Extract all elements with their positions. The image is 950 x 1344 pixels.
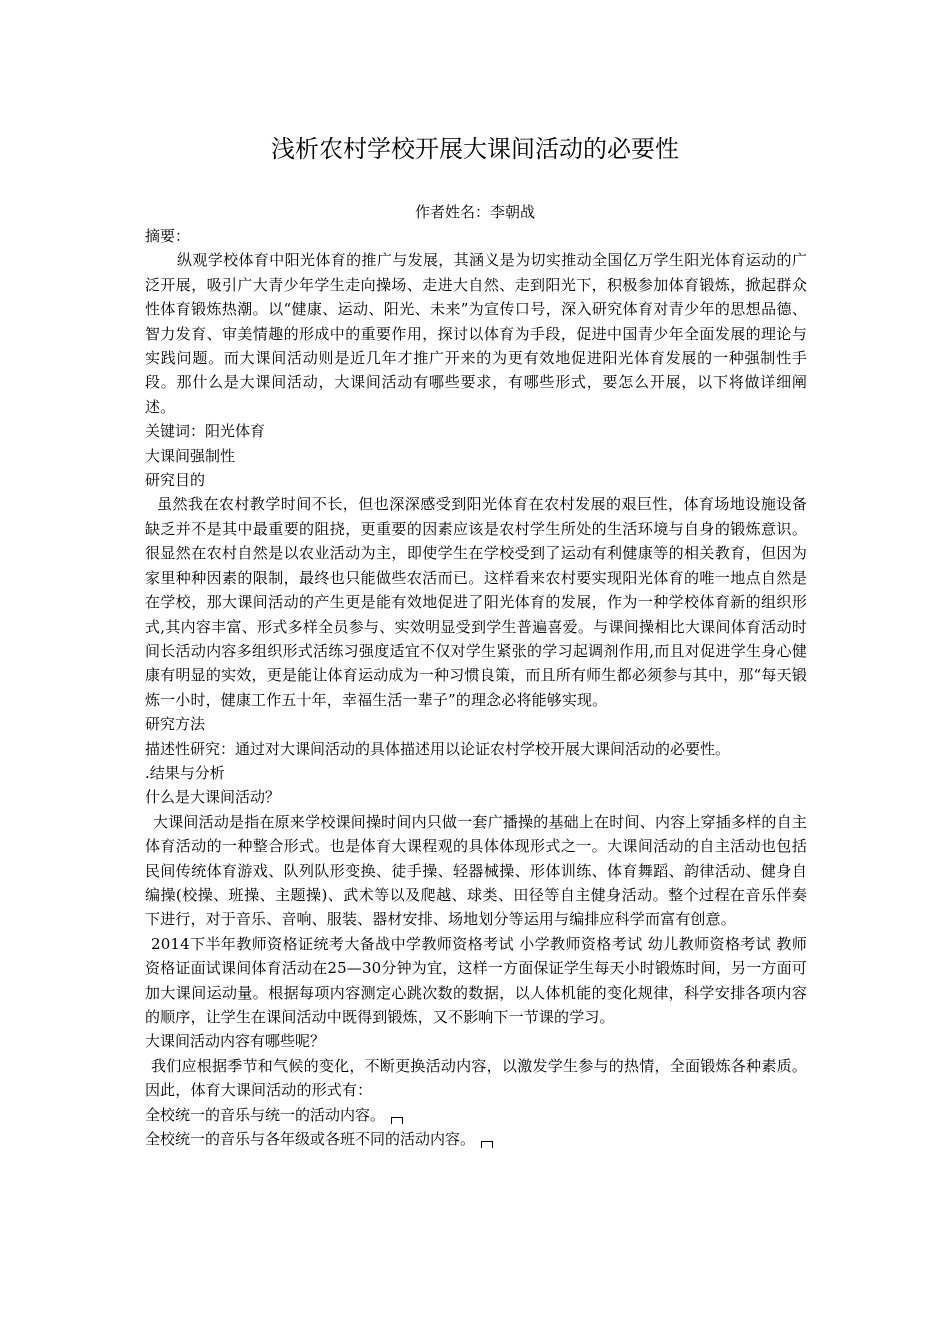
abstract-paragraph: 纵观学校体育中阳光体育的推广与发展，其涵义是为切实推动全国亿万学生阳光体育运动的广泛开展，吸引广大青少年学生走向操场、走进大自然、走到阳光下，积极参加体育锻炼，掀起群众性体育锻炼热潮。以“健康、运动、阳光、未来”为宣传口号，深入研究体育对青少年的思想品德、智力发育、审美情趣的形成中的重要作用，探讨以体育为手段，促进中国青少年全面发展的理论与实践问题。而大课间活动则是近几年才推广开来的为更有效地促进阳光体育发展的一种强制性手段。那什么是大课间活动，大课间活动有哪些要求，有哪些形式，要怎么开展，以下将做详细阐述。 — [145, 251, 807, 416]
exam-paragraph: 2014下半年教师资格证统考大备战中学教师资格考试 小学教师资格考试 幼儿教师资格考试 教师资格证面试课间体育活动在25—30分钟为宜，这样一方面保证学生每天小时锻炼时间，另一方面可加大课间运动量。根据每项内容测定心跳次数的数据，以人体机能的变化规律，科学安排各项内容的顺序，让学生在课间活动中既得到锻炼，又不影响下一节课的学习。 — [145, 934, 807, 1026]
what-paragraph: 大课间活动是指在原来学校课间操时间内只做一套广播操的基础上在时间、内容上穿插多样的自主体育活动的一种整合形式。也是体育大课程观的具体体现形式之一。大课间活动的自主活动也包括民间传统体育游戏、队列队形变换、徒手操、轻器械操、形体训练、体育舞蹈、韵律活动、健身自编操(校操、班操、主题操)、武术等以及爬越、球类、田径等自主健身活动。整个过程在音乐伴奏下进行，对于音乐、音响、服装、器材安排、场地划分等运用与编排应科学而富有创意。 — [145, 812, 807, 929]
content-paragraph: 我们应根据季节和气候的变化，不断更换活动内容，以激发学生参与的热情，全面锻炼各种素质。因此，体育大课间活动的形式有： — [145, 1056, 807, 1100]
document-title: 浅析农村学校开展大课间活动的必要性 — [271, 135, 679, 163]
method-paragraph: 描述性研究：通过对大课间活动的具体描述用以论证农村学校开展大课间活动的必要性。 — [145, 739, 731, 758]
form-item-2-text: 全校统一的音乐与各年级或各班不同的活动内容。 — [145, 1130, 476, 1149]
author-line: 作者姓名：李朝战 — [414, 203, 535, 221]
content-heading: 大课间活动内容有哪些呢？ — [145, 1032, 326, 1051]
abstract-heading: 摘要： — [145, 227, 191, 245]
purpose-paragraph: 虽然我在农村教学时间不长，但也深深感受到阳光体育在农村发展的艰巨性，体育场地设施设备缺乏并不是其中最重要的阻挠，更重要的因素应该是农村学生所处的生活环境与自身的锻炼意识。很显然在农村自然是以农业活动为主，即使学生在学校受到了运动有利健康等的相关教育，但因为家里种种因素的限制，最终也只能做些农活而已。这样看来农村要实现阳光体育的唯一地点自然是在学校，那大课间活动的产生更是能有效地促进了阳光体育的发展，作为一种学校体育新的组织形式,其内容丰富、形式多样全员参与、实效明显受到学生普遍喜爱。与课间操相比大课间体育活动时间长活动内容多组织形式活练习强度适宜不仅对学生紧张的学习起调剂作用,而且对促进学生身心健康有明显的实效，更是能让体育运动成为一种习惯良策，而且所有师生都必须参与其中，那“每天锻炼一小时，健康工作五十年，幸福生活一辈子”的理念必将能够实现。 — [145, 495, 807, 709]
keywords-line: 关键词：阳光体育 — [145, 422, 266, 441]
results-heading: .结果与分析 — [145, 763, 225, 782]
method-heading: 研究方法 — [145, 715, 206, 734]
document-body — [145, 224, 807, 1151]
form-item-1 — [145, 1103, 807, 1127]
keywords-line-continued: 大课间强制性 — [145, 446, 236, 465]
bracket-mark-icon — [481, 1141, 493, 1148]
purpose-heading: 研究目的 — [145, 471, 206, 490]
what-heading: 什么是大课间活动？ — [145, 788, 281, 807]
bracket-mark-icon — [391, 1117, 403, 1124]
form-item-1-text: 全校统一的音乐与统一的活动内容。 — [145, 1105, 386, 1124]
form-item-2 — [145, 1127, 807, 1151]
